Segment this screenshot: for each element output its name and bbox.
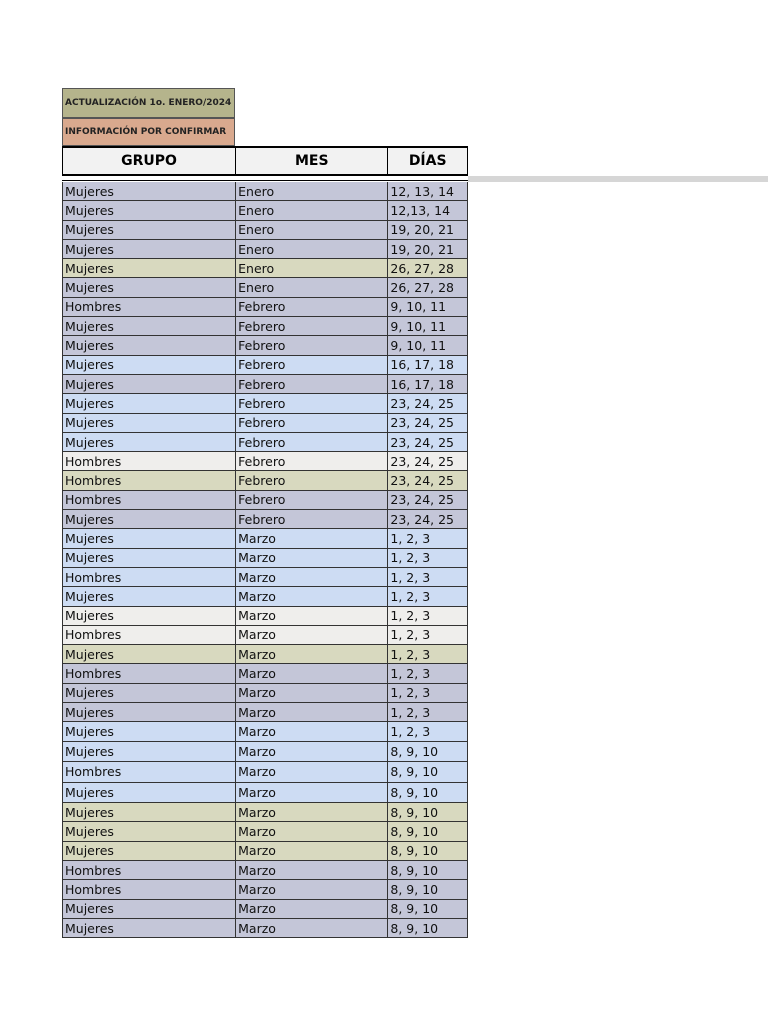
cell-dias: 8, 9, 10	[387, 803, 467, 821]
cell-dias: 1, 2, 3	[387, 626, 467, 644]
cell-grupo: Hombres	[65, 862, 122, 878]
cell-dias: 23, 24, 25	[387, 414, 467, 432]
cell-grupo: Hombres	[65, 299, 122, 315]
cell-dias: 12,13, 14	[387, 201, 467, 219]
cell-mes: Febrero	[235, 375, 387, 393]
cell-dias: 1, 2, 3	[387, 549, 467, 567]
cell-mes: Marzo	[235, 762, 387, 782]
table-row	[62, 240, 468, 259]
cell-dias: 1, 2, 3	[387, 607, 467, 625]
cell-dias: 8, 9, 10	[387, 742, 467, 762]
cell-grupo: Mujeres	[65, 357, 114, 373]
cell-grupo: Mujeres	[65, 338, 114, 354]
table-row	[62, 587, 468, 606]
table-row	[62, 742, 468, 763]
header-grupo: GRUPO	[121, 153, 177, 169]
cell-mes: Enero	[235, 278, 387, 296]
cell-dias: 23, 24, 25	[387, 452, 467, 470]
cell-dias: 23, 24, 25	[387, 394, 467, 412]
cell-mes: Marzo	[235, 607, 387, 625]
cell-grupo: Mujeres	[65, 395, 114, 411]
cell-grupo: Hombres	[65, 666, 122, 682]
table-row	[62, 452, 468, 471]
table-row	[62, 278, 468, 297]
cell-dias: 8, 9, 10	[387, 783, 467, 803]
cell-dias: 23, 24, 25	[387, 433, 467, 451]
cell-dias: 1, 2, 3	[387, 645, 467, 663]
cell-grupo: Mujeres	[65, 183, 114, 199]
cell-mes: Marzo	[235, 742, 387, 762]
cell-mes: Febrero	[235, 317, 387, 335]
cell-dias: 1, 2, 3	[387, 684, 467, 702]
cell-grupo: Mujeres	[65, 685, 114, 701]
cell-mes: Enero	[235, 201, 387, 219]
cell-dias: 1, 2, 3	[387, 703, 467, 721]
cell-dias: 19, 20, 21	[387, 221, 467, 239]
cell-grupo: Mujeres	[65, 920, 114, 936]
cell-mes: Febrero	[235, 298, 387, 316]
cell-mes: Febrero	[235, 491, 387, 509]
table-row	[62, 722, 468, 741]
table-row	[62, 861, 468, 880]
cell-mes: Marzo	[235, 645, 387, 663]
cell-mes: Febrero	[235, 336, 387, 354]
cell-grupo: Mujeres	[65, 241, 114, 257]
table-row	[62, 645, 468, 664]
cell-grupo: Mujeres	[65, 784, 114, 800]
table-row	[62, 549, 468, 568]
cell-dias: 8, 9, 10	[387, 861, 467, 879]
table-row	[62, 201, 468, 220]
cell-grupo: Mujeres	[65, 804, 114, 820]
cell-mes: Febrero	[235, 433, 387, 451]
table-row	[62, 529, 468, 548]
cell-mes: Febrero	[235, 471, 387, 489]
cell-grupo: Mujeres	[65, 260, 114, 276]
cell-dias: 19, 20, 21	[387, 240, 467, 258]
cell-dias: 16, 17, 18	[387, 356, 467, 374]
table-row	[62, 783, 468, 804]
table-row	[62, 491, 468, 510]
cell-grupo: Hombres	[65, 492, 122, 508]
cell-grupo: Mujeres	[65, 743, 114, 759]
cell-grupo: Mujeres	[65, 318, 114, 334]
cell-grupo: Mujeres	[65, 550, 114, 566]
cell-mes: Marzo	[235, 861, 387, 879]
cell-dias: 1, 2, 3	[387, 529, 467, 547]
cell-grupo: Mujeres	[65, 280, 114, 296]
cell-dias: 8, 9, 10	[387, 822, 467, 840]
cell-grupo: Hombres	[65, 881, 122, 897]
cell-mes: Enero	[235, 240, 387, 258]
cell-dias: 23, 24, 25	[387, 510, 467, 528]
cell-grupo: Hombres	[65, 569, 122, 585]
table-row	[62, 259, 468, 278]
table-row	[62, 298, 468, 317]
table-body	[62, 182, 468, 938]
cell-mes: Marzo	[235, 703, 387, 721]
cell-grupo: Hombres	[65, 453, 122, 469]
cell-mes: Marzo	[235, 549, 387, 567]
cell-mes: Febrero	[235, 394, 387, 412]
header-dias: DÍAS	[387, 148, 467, 174]
table-row	[62, 375, 468, 394]
legend-updated	[62, 88, 235, 118]
table-row	[62, 626, 468, 645]
cell-grupo: Mujeres	[65, 901, 114, 917]
cell-mes: Marzo	[235, 803, 387, 821]
legend-updated-label: ACTUALIZACIÓN 1o. ENERO/2024	[65, 98, 232, 108]
cell-dias: 26, 27, 28	[387, 259, 467, 277]
cell-grupo: Hombres	[65, 473, 122, 489]
cell-dias: 8, 9, 10	[387, 842, 467, 860]
table-row	[62, 471, 468, 490]
cell-dias: 23, 24, 25	[387, 491, 467, 509]
cell-mes: Febrero	[235, 414, 387, 432]
table-row	[62, 336, 468, 355]
cell-mes: Enero	[235, 182, 387, 200]
table-row	[62, 356, 468, 375]
cell-dias: 8, 9, 10	[387, 762, 467, 782]
cell-dias: 1, 2, 3	[387, 664, 467, 682]
table-row	[62, 919, 468, 938]
table-row	[62, 822, 468, 841]
cell-dias: 8, 9, 10	[387, 900, 467, 918]
table-row	[62, 394, 468, 413]
cell-grupo: Mujeres	[65, 530, 114, 546]
cell-grupo: Mujeres	[65, 202, 114, 218]
cell-grupo: Mujeres	[65, 434, 114, 450]
cell-grupo: Hombres	[65, 627, 122, 643]
cell-grupo: Mujeres	[65, 646, 114, 662]
cell-mes: Marzo	[235, 568, 387, 586]
table-row	[62, 703, 468, 722]
cell-mes: Febrero	[235, 452, 387, 470]
cell-grupo: Mujeres	[65, 824, 114, 840]
cell-mes: Marzo	[235, 587, 387, 605]
cell-grupo: Mujeres	[65, 608, 114, 624]
grey-divider-bar	[468, 176, 768, 182]
table-row	[62, 568, 468, 587]
cell-mes: Marzo	[235, 783, 387, 803]
cell-dias: 1, 2, 3	[387, 568, 467, 586]
cell-grupo: Mujeres	[65, 723, 114, 739]
cell-grupo: Mujeres	[65, 704, 114, 720]
cell-mes: Enero	[235, 221, 387, 239]
cell-mes: Marzo	[235, 664, 387, 682]
table-header	[62, 146, 468, 176]
table-row	[62, 684, 468, 703]
cell-grupo: Mujeres	[65, 376, 114, 392]
table-row	[62, 900, 468, 919]
cell-dias: 1, 2, 3	[387, 722, 467, 740]
header-divider	[62, 176, 468, 181]
cell-mes: Marzo	[235, 822, 387, 840]
table-row	[62, 803, 468, 822]
cell-mes: Marzo	[235, 722, 387, 740]
cell-mes: Marzo	[235, 842, 387, 860]
table-row	[62, 414, 468, 433]
table-row	[62, 182, 468, 201]
table-row	[62, 433, 468, 452]
header-mes: MES	[235, 148, 387, 174]
cell-grupo: Mujeres	[65, 588, 114, 604]
cell-grupo: Mujeres	[65, 511, 114, 527]
cell-grupo: Mujeres	[65, 222, 114, 238]
cell-grupo: Mujeres	[65, 415, 114, 431]
table-row	[62, 842, 468, 861]
cell-dias: 12, 13, 14	[387, 182, 467, 200]
cell-dias: 23, 24, 25	[387, 471, 467, 489]
cell-dias: 8, 9, 10	[387, 880, 467, 898]
cell-dias: 1, 2, 3	[387, 587, 467, 605]
cell-dias: 9, 10, 11	[387, 298, 467, 316]
cell-mes: Marzo	[235, 900, 387, 918]
cell-mes: Febrero	[235, 356, 387, 374]
cell-grupo: Mujeres	[65, 843, 114, 859]
cell-dias: 16, 17, 18	[387, 375, 467, 393]
cell-dias: 26, 27, 28	[387, 278, 467, 296]
cell-dias: 8, 9, 10	[387, 919, 467, 937]
cell-mes: Febrero	[235, 510, 387, 528]
table-row	[62, 607, 468, 626]
legend-pending	[62, 118, 235, 146]
cell-mes: Marzo	[235, 684, 387, 702]
cell-grupo: Hombres	[65, 764, 122, 780]
table-row	[62, 880, 468, 899]
cell-mes: Marzo	[235, 626, 387, 644]
cell-dias: 9, 10, 11	[387, 336, 467, 354]
table-row	[62, 510, 468, 529]
table-row	[62, 664, 468, 683]
legend-pending-label: INFORMACIÓN POR CONFIRMAR	[65, 127, 227, 137]
cell-dias: 9, 10, 11	[387, 317, 467, 335]
table-row	[62, 221, 468, 240]
table-row	[62, 317, 468, 336]
cell-mes: Marzo	[235, 529, 387, 547]
cell-mes: Enero	[235, 259, 387, 277]
cell-mes: Marzo	[235, 919, 387, 937]
cell-mes: Marzo	[235, 880, 387, 898]
table-row	[62, 762, 468, 783]
